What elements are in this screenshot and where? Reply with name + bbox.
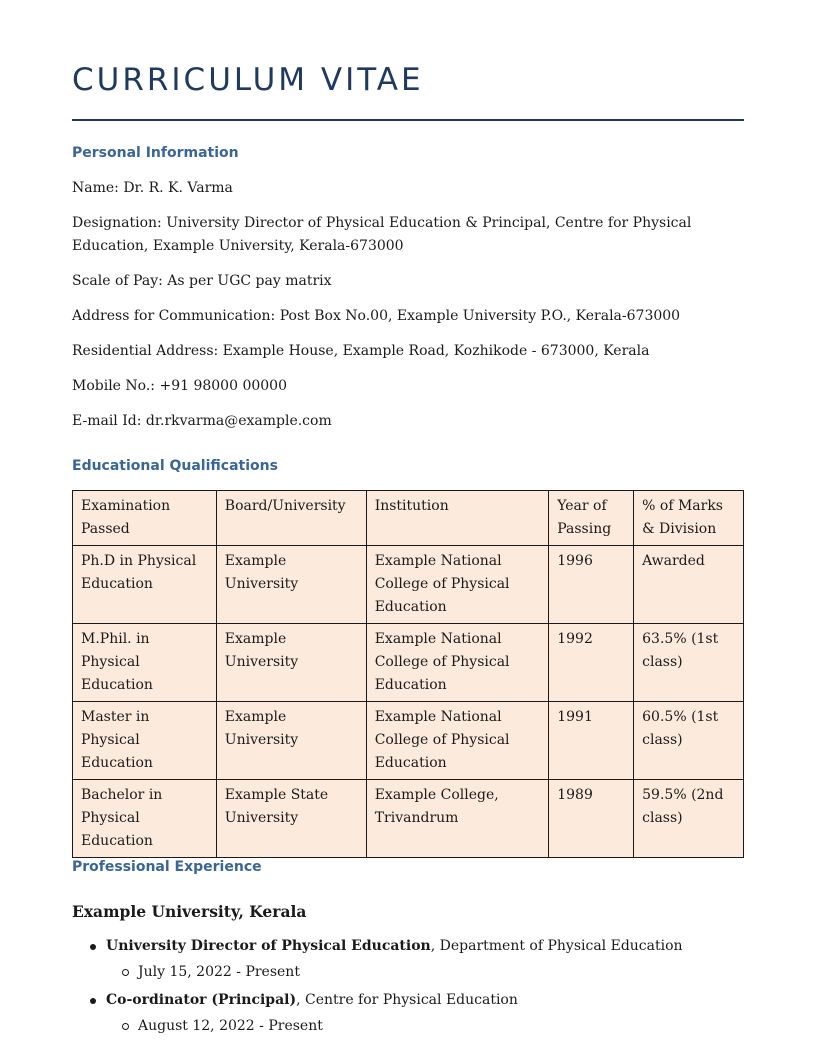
table-cell: Example National College of Physical Education <box>366 702 549 780</box>
table-cell: Bachelor in Physical Education <box>73 780 217 858</box>
table-row <box>73 546 744 624</box>
role-title: Co-ordinator (Principal) <box>106 992 297 1008</box>
circle-bullet-icon <box>122 1023 129 1030</box>
circle-bullet-icon <box>122 969 129 976</box>
role-details <box>106 1015 683 1038</box>
personal-info-heading: Personal Information <box>72 145 239 161</box>
table-cell: 63.5% (1st class) <box>634 624 744 702</box>
experience-heading: Professional Experience <box>72 859 262 875</box>
education-heading: Educational Qualifications <box>72 458 278 474</box>
table-cell: Example State University <box>216 780 366 858</box>
list-item <box>106 1015 683 1038</box>
table-cell: 1991 <box>549 702 634 780</box>
personal-name: Name: Dr. R. K. Varma <box>72 180 233 196</box>
table-cell: Example University <box>216 702 366 780</box>
table-row <box>73 624 744 702</box>
table-cell: Example University <box>216 624 366 702</box>
header-cell: Examination Passed <box>73 491 217 546</box>
personal-residential-address: Residential Address: Example House, Example Road, Kozhikode - 673000, Kerala <box>72 343 650 359</box>
table-cell: Ph.D in Physical Education <box>73 546 217 624</box>
role-period: July 15, 2022 - Present <box>138 964 300 980</box>
table-cell: Example National College of Physical Education <box>366 624 549 702</box>
qualifications-table <box>72 490 744 858</box>
table-cell: 1992 <box>549 624 634 702</box>
title-divider <box>72 119 744 121</box>
role-unit: , Centre for Physical Education <box>296 992 518 1008</box>
personal-scale-of-pay: Scale of Pay: As per UGC pay matrix <box>72 273 332 289</box>
role-period: August 12, 2022 - Present <box>138 1018 323 1034</box>
role-unit: , Department of Physical Education <box>430 938 683 954</box>
bullet-icon <box>90 944 96 950</box>
header-cell: Board/University <box>216 491 366 546</box>
table-cell: Example National College of Physical Education <box>366 546 549 624</box>
table-cell: Master in Physical Education <box>73 702 217 780</box>
table-cell: 1996 <box>549 546 634 624</box>
table-cell: 59.5% (2nd class) <box>634 780 744 858</box>
personal-communication-address: Address for Communication: Post Box No.00, Example University P.O., Kerala-673000 <box>72 308 681 324</box>
table-cell: Awarded <box>634 546 744 624</box>
header-cell: % of Marks & Division <box>634 491 744 546</box>
role-title: University Director of Physical Education <box>106 938 431 954</box>
roles-list <box>72 935 683 1043</box>
organization-name: Example University, Kerala <box>72 902 307 921</box>
bullet-icon <box>90 998 96 1004</box>
document-title: CURRICULUM VITAE <box>72 62 424 98</box>
role-details <box>106 961 683 984</box>
table-cell: Example College, Trivandrum <box>366 780 549 858</box>
list-item <box>72 935 683 984</box>
table-header-row <box>73 491 744 546</box>
list-item <box>72 989 683 1038</box>
header-cell: Institution <box>366 491 549 546</box>
list-item <box>106 961 683 984</box>
table-cell: 1989 <box>549 780 634 858</box>
table-row <box>73 702 744 780</box>
personal-email: E-mail Id: dr.rkvarma@example.com <box>72 413 332 429</box>
table-cell: Example University <box>216 546 366 624</box>
personal-designation: Designation: University Director of Physical Education & Principal, Centre for Physical Education, Example University, Kerala-673000 <box>72 215 692 254</box>
table-row <box>73 780 744 858</box>
table-cell: M.Phil. in Physical Education <box>73 624 217 702</box>
header-cell: Year of Passing <box>549 491 634 546</box>
personal-mobile: Mobile No.: +91 98000 00000 <box>72 378 287 394</box>
table-cell: 60.5% (1st class) <box>634 702 744 780</box>
